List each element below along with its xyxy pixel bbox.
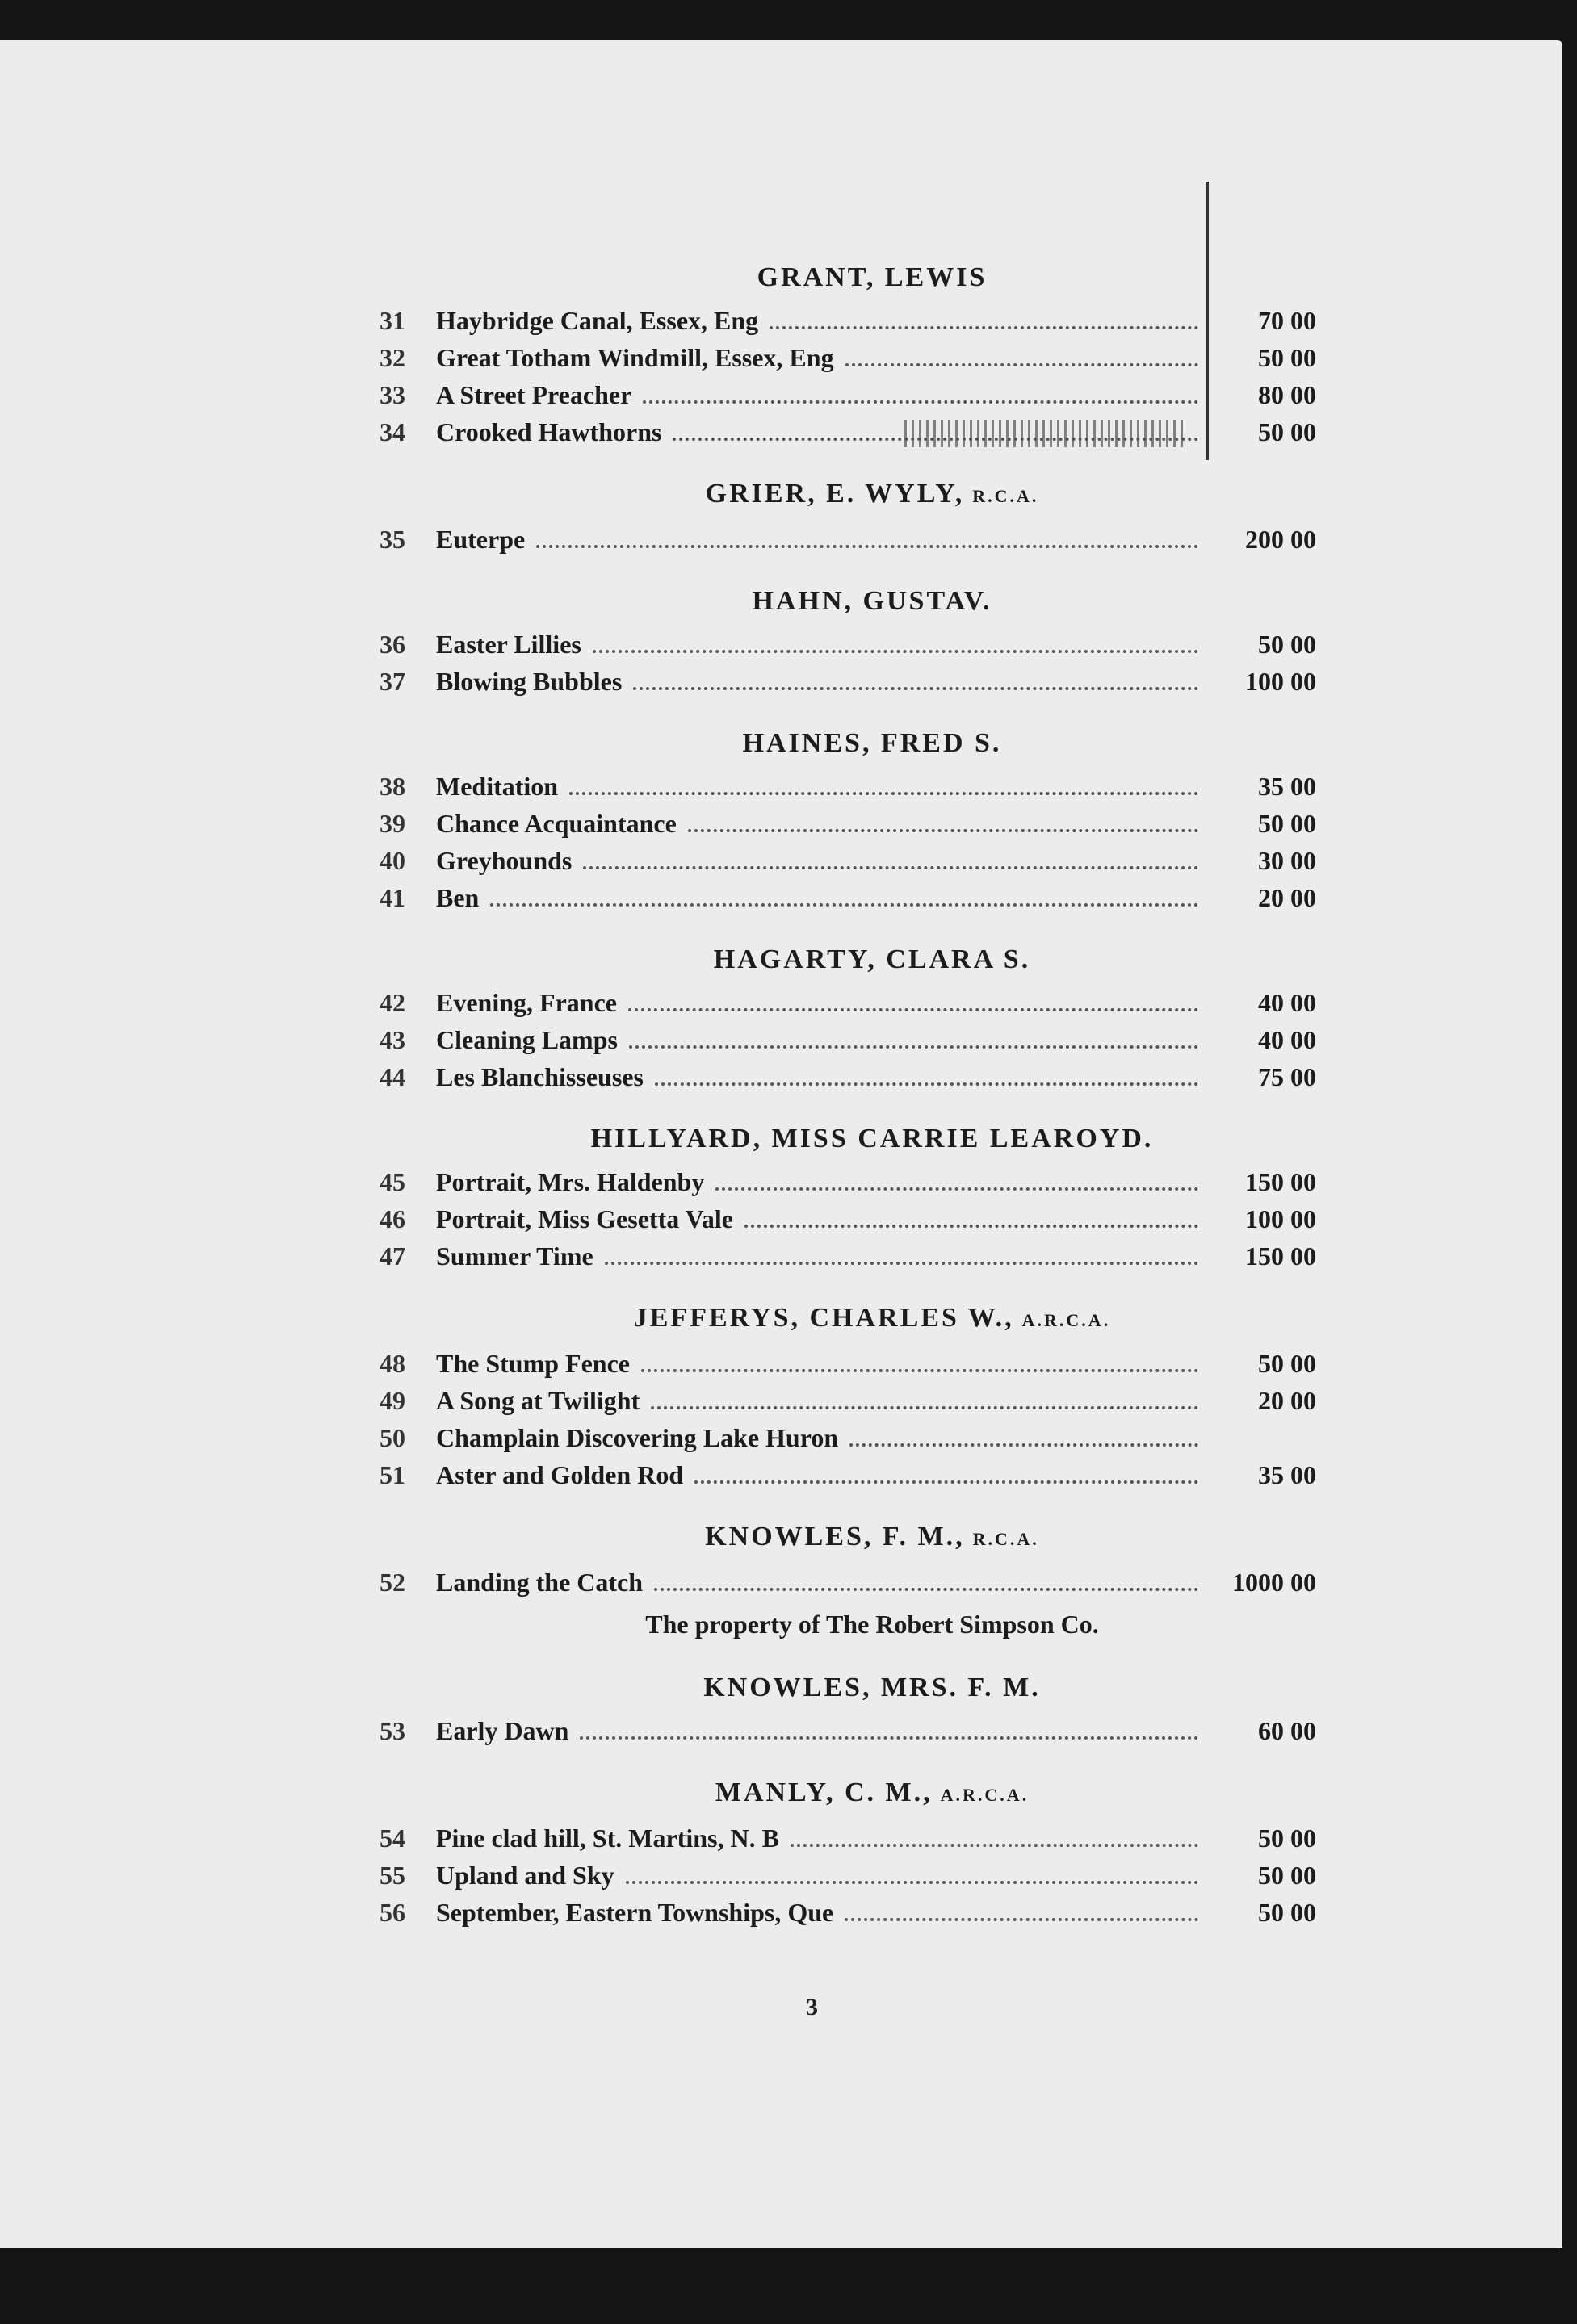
catalogue-entry bbox=[380, 1564, 1316, 1601]
entry-title: Haybridge Canal, Essex, Eng bbox=[436, 306, 759, 335]
artist-heading bbox=[380, 724, 1316, 763]
entry-number: 38 bbox=[380, 772, 405, 801]
dot-leader bbox=[849, 1443, 1198, 1447]
entry-number: 33 bbox=[380, 380, 405, 409]
entry-number: 39 bbox=[380, 809, 405, 838]
catalogue-entry bbox=[380, 805, 1316, 842]
catalogue-entry bbox=[380, 1894, 1316, 1931]
entry-number: 35 bbox=[380, 525, 405, 554]
entry-number: 55 bbox=[380, 1861, 405, 1890]
dot-leader bbox=[715, 1187, 1198, 1191]
entry-title: Blowing Bubbles bbox=[436, 667, 623, 696]
entry-number: 41 bbox=[380, 883, 405, 912]
entry-number: 56 bbox=[380, 1898, 405, 1927]
catalogue-entry bbox=[380, 1712, 1316, 1749]
artist-heading bbox=[380, 1518, 1316, 1559]
artist-heading bbox=[380, 475, 1316, 516]
entry-price: 20 00 bbox=[1258, 883, 1316, 912]
dot-leader bbox=[605, 1262, 1198, 1265]
dot-leader bbox=[791, 1844, 1198, 1847]
artist-honours: R.C.A. bbox=[972, 486, 1039, 506]
dot-leader bbox=[744, 1225, 1198, 1228]
catalogue-listing bbox=[380, 258, 1316, 1955]
entry-price: 150 00 bbox=[1245, 1242, 1316, 1271]
artist-heading bbox=[380, 940, 1316, 979]
artist-section bbox=[380, 1669, 1316, 1749]
dot-leader bbox=[593, 650, 1198, 653]
entry-title: Chance Acquaintance bbox=[436, 809, 677, 838]
dot-leader bbox=[626, 1881, 1198, 1884]
entry-title: Great Totham Windmill, Essex, Eng bbox=[436, 343, 834, 372]
entry-title: A Street Preacher bbox=[436, 380, 632, 409]
catalogue-entry bbox=[380, 302, 1316, 339]
entry-number: 48 bbox=[380, 1349, 405, 1378]
catalogue-entry bbox=[380, 339, 1316, 376]
dot-leader bbox=[633, 687, 1198, 690]
entry-number: 34 bbox=[380, 417, 405, 446]
entry-number: 46 bbox=[380, 1204, 405, 1233]
entry-title: Easter Lillies bbox=[436, 630, 581, 659]
entry-title: Greyhounds bbox=[436, 846, 573, 875]
artist-section bbox=[380, 1773, 1316, 1931]
entry-title: Crooked Hawthorns bbox=[436, 417, 662, 446]
ownership-note: The property of The Robert Simpson Co. bbox=[645, 1610, 1099, 1639]
entry-price: 50 00 bbox=[1258, 630, 1316, 659]
entry-title: Euterpe bbox=[436, 525, 526, 554]
entry-title: A Song at Twilight bbox=[436, 1386, 640, 1415]
entry-price: 40 00 bbox=[1258, 988, 1316, 1017]
entry-number: 45 bbox=[380, 1167, 405, 1196]
entry-price: 40 00 bbox=[1258, 1025, 1316, 1054]
catalogue-entry bbox=[380, 1163, 1316, 1200]
dot-leader bbox=[694, 1480, 1198, 1484]
entry-number: 32 bbox=[380, 343, 405, 372]
artist-section bbox=[380, 582, 1316, 700]
artist-name: GRIER, E. WYLY, bbox=[705, 479, 965, 509]
catalogue-entry bbox=[380, 1857, 1316, 1894]
dot-leader bbox=[654, 1588, 1198, 1591]
entry-price: 35 00 bbox=[1258, 772, 1316, 801]
entry-title: Pine clad hill, St. Martins, N. B bbox=[436, 1824, 779, 1853]
entry-price: 50 00 bbox=[1258, 1349, 1316, 1378]
entry-number: 31 bbox=[380, 306, 405, 335]
dot-leader bbox=[629, 1045, 1198, 1049]
artist-name: MANLY, C. M., bbox=[715, 1778, 933, 1807]
entry-number: 54 bbox=[380, 1824, 405, 1853]
catalogue-entry bbox=[380, 879, 1316, 916]
artist-honours: A.R.C.A. bbox=[940, 1785, 1030, 1805]
entry-title: Ben bbox=[436, 883, 480, 912]
catalogue-entry bbox=[380, 1382, 1316, 1419]
dot-leader bbox=[643, 400, 1198, 404]
entry-price: 50 00 bbox=[1258, 809, 1316, 838]
dot-leader bbox=[628, 1008, 1198, 1011]
entry-title: Upland and Sky bbox=[436, 1861, 614, 1890]
entry-price: 200 00 bbox=[1245, 525, 1316, 554]
entry-number: 53 bbox=[380, 1716, 405, 1745]
artist-section bbox=[380, 258, 1316, 450]
artist-honours: A.R.C.A. bbox=[1021, 1310, 1111, 1330]
catalogue-entry bbox=[380, 1021, 1316, 1058]
artist-section bbox=[380, 475, 1316, 558]
catalogue-entry bbox=[380, 1345, 1316, 1382]
entry-title: Champlain Discovering Lake Huron bbox=[436, 1423, 839, 1452]
artist-heading bbox=[380, 582, 1316, 621]
catalogue-entry bbox=[380, 768, 1316, 805]
entry-price: 35 00 bbox=[1258, 1460, 1316, 1489]
dot-leader bbox=[688, 829, 1198, 832]
artist-heading bbox=[380, 1299, 1316, 1340]
artist-section bbox=[380, 724, 1316, 916]
entry-title: September, Eastern Townships, Que bbox=[436, 1898, 834, 1927]
catalogue-entry bbox=[380, 1058, 1316, 1095]
dot-leader bbox=[655, 1082, 1198, 1086]
dot-leader bbox=[536, 545, 1198, 548]
entry-number: 52 bbox=[380, 1568, 405, 1597]
catalogue-entry bbox=[380, 1237, 1316, 1275]
entry-price: 75 00 bbox=[1258, 1062, 1316, 1091]
artist-section bbox=[380, 940, 1316, 1095]
entry-number: 37 bbox=[380, 667, 405, 696]
entry-price: 50 00 bbox=[1258, 1898, 1316, 1927]
catalogue-entry bbox=[380, 1419, 1316, 1456]
artist-section bbox=[380, 1120, 1316, 1275]
catalogue-entry bbox=[380, 521, 1316, 558]
entry-title: Landing the Catch bbox=[436, 1568, 644, 1597]
entry-number: 47 bbox=[380, 1242, 405, 1271]
catalogue-entry bbox=[380, 1200, 1316, 1237]
entry-price: 70 00 bbox=[1258, 306, 1316, 335]
entry-title: Portrait, Miss Gesetta Vale bbox=[436, 1204, 733, 1233]
dot-leader bbox=[641, 1369, 1198, 1372]
artist-honours: R.C.A. bbox=[972, 1529, 1039, 1549]
entry-number: 40 bbox=[380, 846, 405, 875]
artist-section bbox=[380, 1299, 1316, 1493]
artist-heading bbox=[380, 1120, 1316, 1158]
entry-price: 1000 00 bbox=[1232, 1568, 1316, 1597]
artist-name: HILLYARD, MISS CARRIE LEAROYD. bbox=[590, 1124, 1154, 1154]
artist-name: JEFFERYS, CHARLES W., bbox=[633, 1303, 1014, 1333]
artist-section bbox=[380, 1518, 1316, 1644]
catalogue-entry bbox=[380, 626, 1316, 663]
entry-price: 30 00 bbox=[1258, 846, 1316, 875]
artist-heading bbox=[380, 258, 1316, 297]
entry-price: 80 00 bbox=[1258, 380, 1316, 409]
dot-leader bbox=[651, 1406, 1198, 1409]
entry-price: 50 00 bbox=[1258, 1861, 1316, 1890]
catalogue-entry bbox=[380, 376, 1316, 413]
entry-title: Early Dawn bbox=[436, 1716, 569, 1745]
catalogue-entry bbox=[380, 1456, 1316, 1493]
catalogue-entry bbox=[380, 842, 1316, 879]
entry-number: 44 bbox=[380, 1062, 405, 1091]
entry-price: 100 00 bbox=[1245, 667, 1316, 696]
entry-title: Les Blanchisseuses bbox=[436, 1062, 644, 1091]
dot-leader bbox=[580, 1736, 1198, 1740]
artist-name: HAHN, GUSTAV. bbox=[752, 586, 992, 616]
entry-number: 49 bbox=[380, 1386, 405, 1415]
entry-price: 60 00 bbox=[1258, 1716, 1316, 1745]
entry-title: Portrait, Mrs. Haldenby bbox=[436, 1167, 705, 1196]
entry-price: 100 00 bbox=[1245, 1204, 1316, 1233]
entry-number: 50 bbox=[380, 1423, 405, 1452]
artist-heading bbox=[380, 1669, 1316, 1707]
artist-name: HAGARTY, CLARA S. bbox=[713, 944, 1031, 974]
dot-leader bbox=[583, 866, 1198, 869]
artist-name: KNOWLES, MRS. F. M. bbox=[703, 1673, 1041, 1702]
dot-leader bbox=[845, 363, 1198, 366]
entry-title: Summer Time bbox=[436, 1242, 593, 1271]
entry-title: Cleaning Lamps bbox=[436, 1025, 618, 1054]
catalogue-page bbox=[0, 40, 1562, 2248]
dot-leader bbox=[673, 438, 1198, 441]
entry-price: 20 00 bbox=[1258, 1386, 1316, 1415]
artist-heading bbox=[380, 1773, 1316, 1815]
entry-title: Evening, France bbox=[436, 988, 617, 1017]
entry-price: 50 00 bbox=[1258, 417, 1316, 446]
entry-price: 150 00 bbox=[1245, 1167, 1316, 1196]
entry-price: 50 00 bbox=[1258, 1824, 1316, 1853]
entry-title: The Stump Fence bbox=[436, 1349, 630, 1378]
catalogue-entry bbox=[380, 663, 1316, 700]
dot-leader bbox=[569, 792, 1198, 795]
artist-name: HAINES, FRED S. bbox=[742, 728, 1002, 758]
entry-number: 42 bbox=[380, 988, 405, 1017]
entry-number: 51 bbox=[380, 1460, 405, 1489]
artist-name: GRANT, LEWIS bbox=[757, 262, 988, 292]
entry-price: 50 00 bbox=[1258, 343, 1316, 372]
entry-number: 43 bbox=[380, 1025, 405, 1054]
entry-number: 36 bbox=[380, 630, 405, 659]
dot-leader bbox=[490, 903, 1198, 907]
dot-leader bbox=[845, 1918, 1198, 1921]
dot-leader bbox=[770, 326, 1198, 329]
catalogue-entry bbox=[380, 413, 1316, 450]
catalogue-entry bbox=[380, 984, 1316, 1021]
entry-title: Aster and Golden Rod bbox=[436, 1460, 684, 1489]
catalogue-entry bbox=[380, 1819, 1316, 1857]
entry-title: Meditation bbox=[436, 772, 559, 801]
artist-name: KNOWLES, F. M., bbox=[705, 1522, 965, 1551]
page-number: 3 bbox=[806, 1994, 818, 2020]
